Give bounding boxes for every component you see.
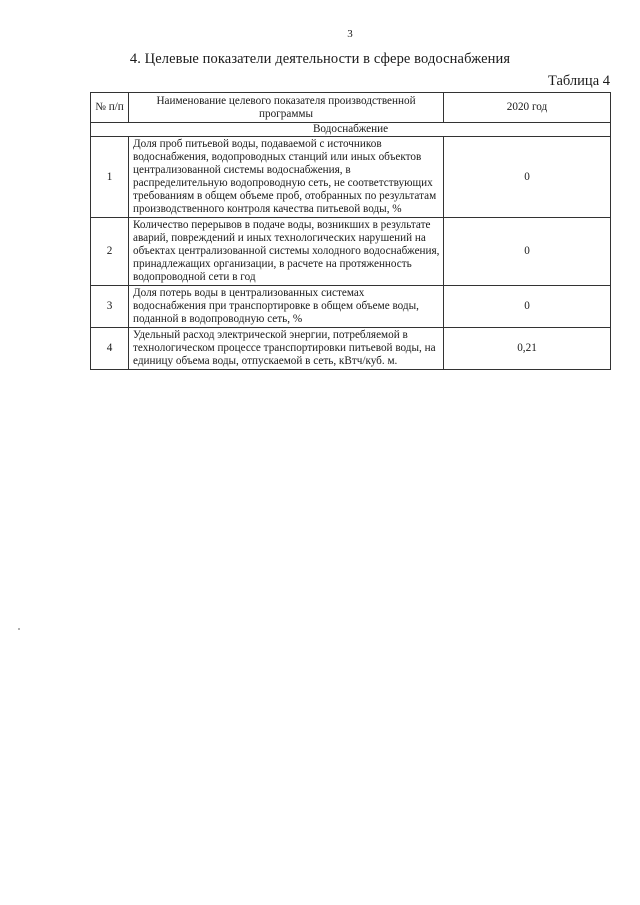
table-row bbox=[91, 328, 611, 370]
section-row bbox=[91, 123, 611, 137]
scan-speck bbox=[18, 628, 20, 630]
row-number: 2 bbox=[91, 218, 129, 286]
table-header-row bbox=[91, 93, 611, 123]
table-row bbox=[91, 218, 611, 286]
row-value: 0 bbox=[444, 218, 611, 286]
section-label: Водоснабжение bbox=[91, 123, 611, 137]
indicators-table bbox=[90, 92, 611, 370]
row-value: 0 bbox=[444, 137, 611, 218]
table-caption: Таблица 4 bbox=[547, 73, 610, 89]
row-indicator: Доля проб питьевой воды, подаваемой с источников водоснабжения, водопроводных станций или иных объектов централизованной системы водоснабжения, в распределительную водопроводную сеть, не соответствующих требованиям в общем объеме проб, отобранных по результатам производственного контроля качества питьевой воды, % bbox=[129, 137, 444, 218]
row-number: 1 bbox=[91, 137, 129, 218]
row-number: 3 bbox=[91, 286, 129, 328]
row-indicator: Доля потерь воды в централизованных системах водоснабжения при транспортировке в общем объеме воды, поданной в водопроводную сеть, % bbox=[129, 286, 444, 328]
row-indicator: Количество перерывов в подаче воды, возникших в результате аварий, повреждений и иных технологических нарушений на объектах централизованной системы холодного водоснабжения, принадлежащих организации, в расчете на протяженность водопроводной сети в год bbox=[129, 218, 444, 286]
section-title: 4. Целевые показатели деятельности в сфере водоснабжения bbox=[129, 51, 511, 67]
row-number: 4 bbox=[91, 328, 129, 370]
page-number: 3 bbox=[347, 28, 353, 40]
header-number: № п/п bbox=[91, 93, 129, 123]
row-value: 0,21 bbox=[444, 328, 611, 370]
table-row bbox=[91, 286, 611, 328]
header-indicator: Наименование целевого показателя производственной программы bbox=[129, 93, 444, 123]
table-row bbox=[91, 137, 611, 218]
row-value: 0 bbox=[444, 286, 611, 328]
row-indicator: Удельный расход электрической энергии, потребляемой в технологическом процессе транспортировки питьевой воды, на единицу объема воды, отпускаемой в сеть, кВтч/куб. м. bbox=[129, 328, 444, 370]
header-year: 2020 год bbox=[444, 93, 611, 123]
